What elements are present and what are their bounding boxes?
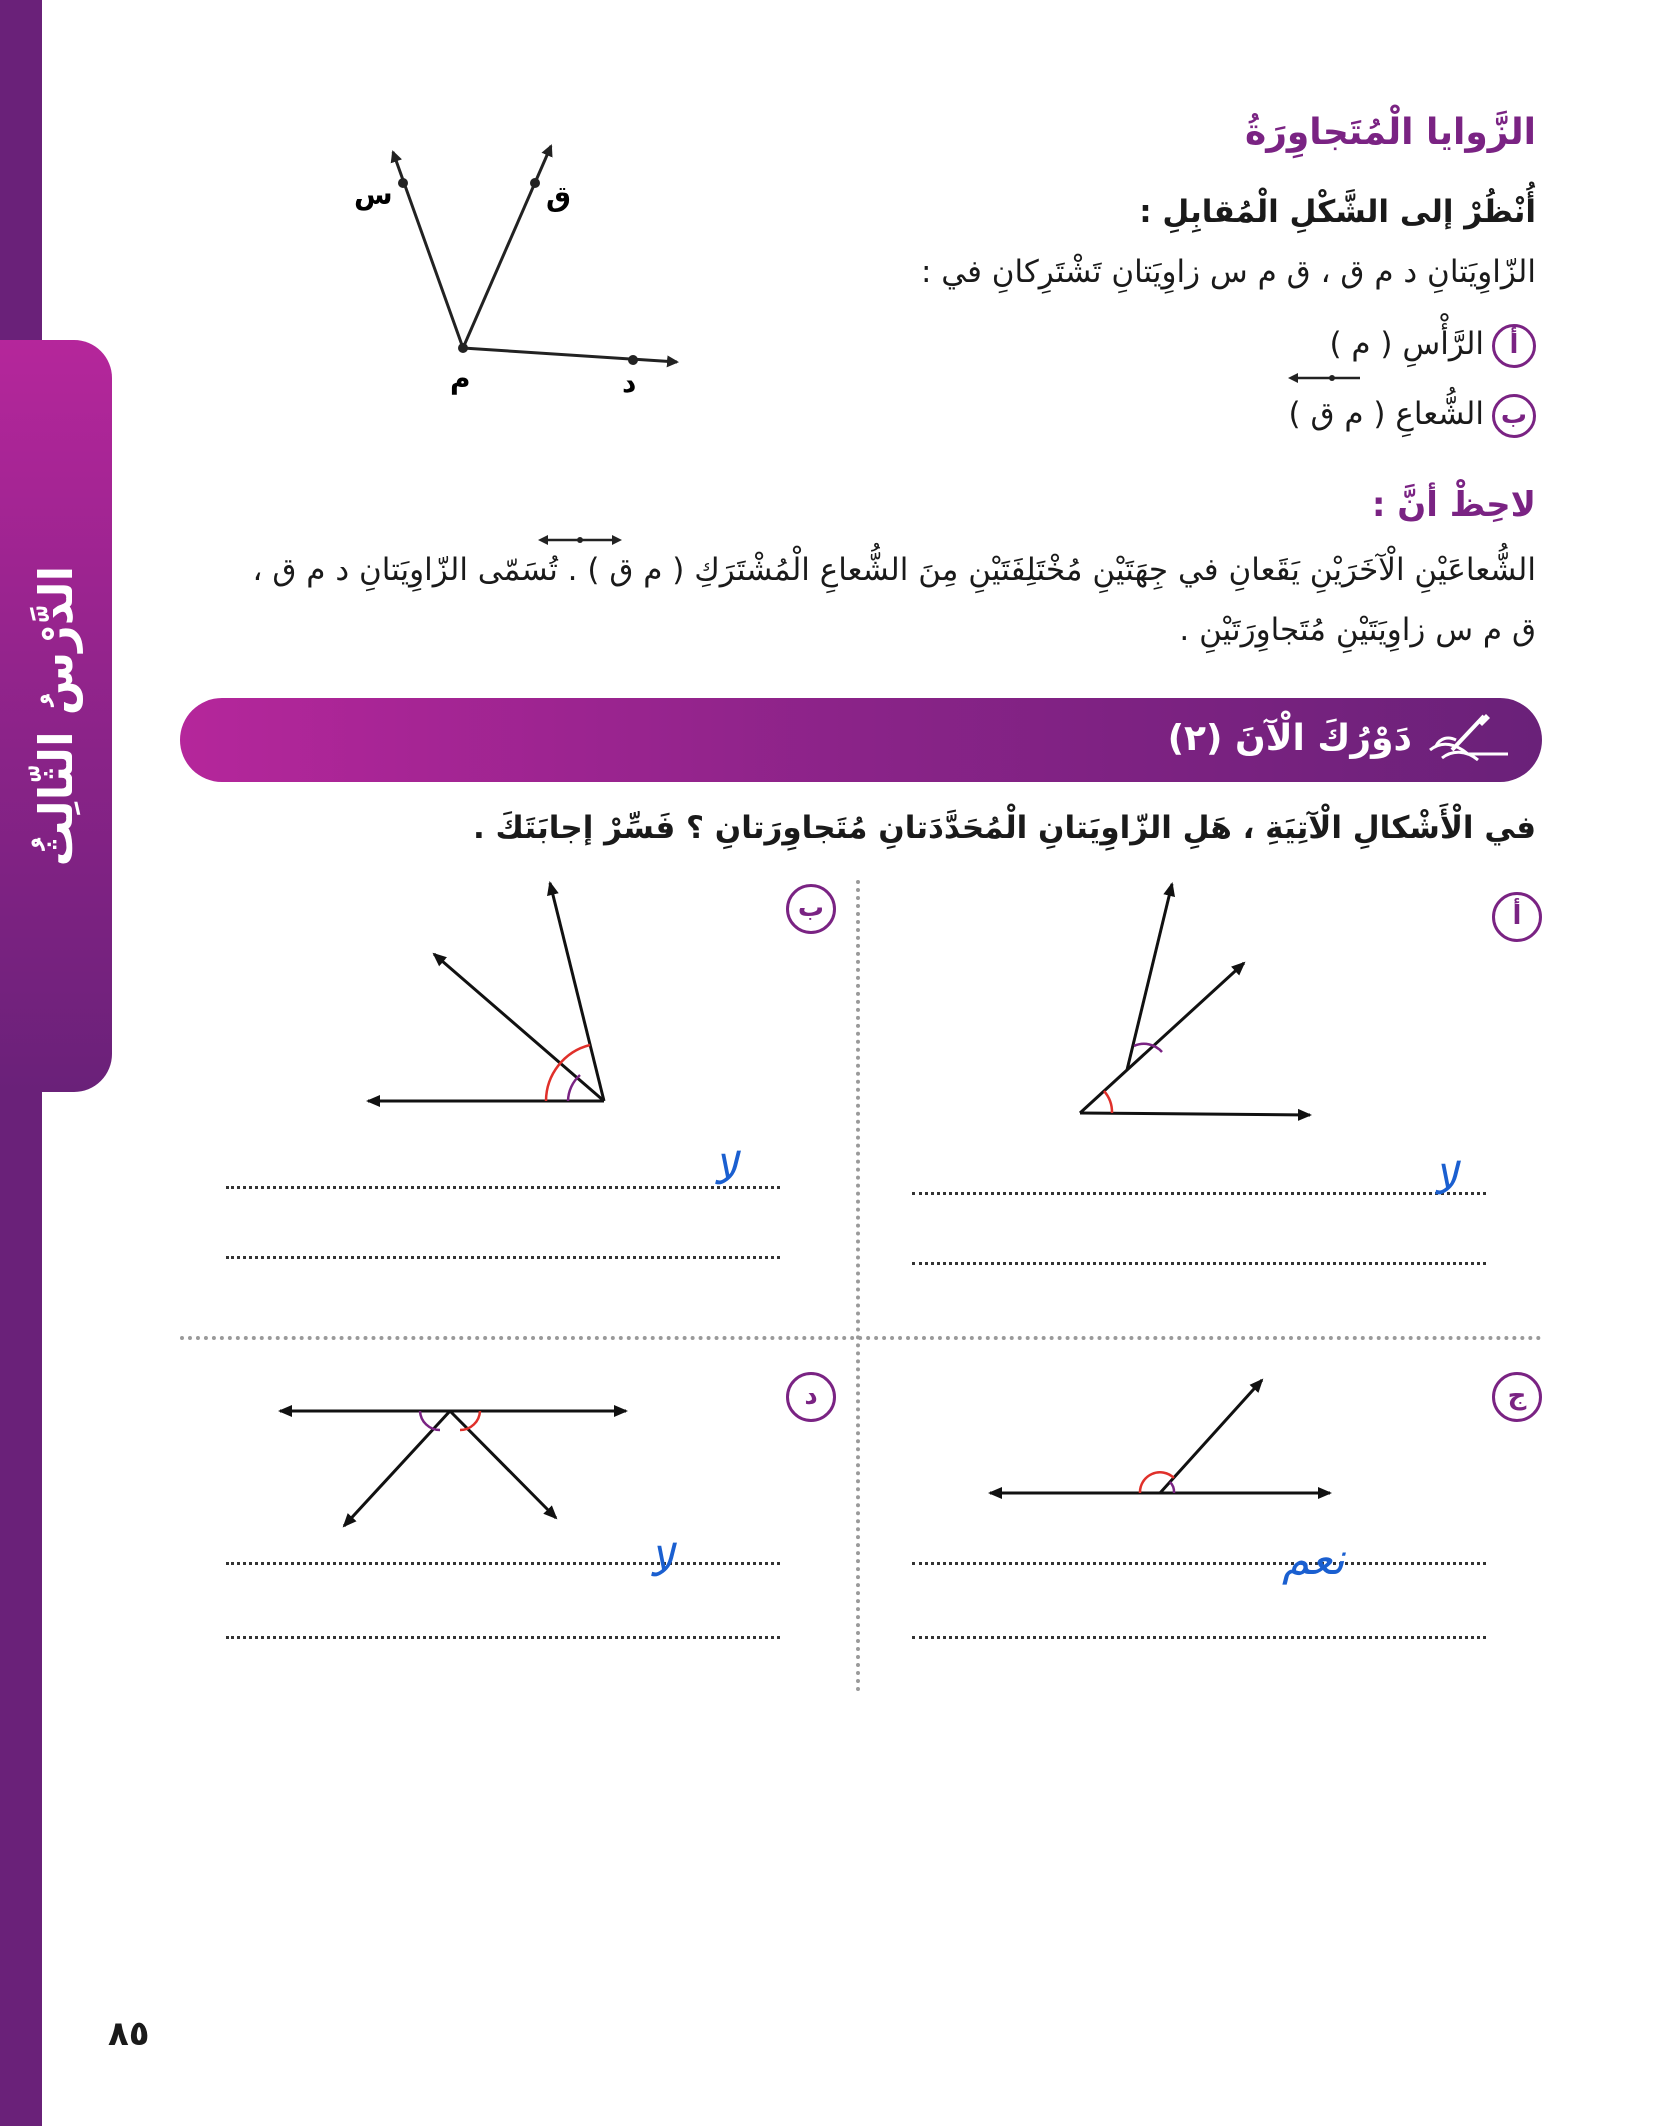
note-title: لاحِظْ أنَّ : <box>1371 485 1536 525</box>
figure-a <box>1080 884 1310 1115</box>
label-d: د <box>622 366 637 399</box>
answer-line-a-2[interactable] <box>912 1262 1486 1265</box>
answer-line-c-2[interactable] <box>912 1636 1486 1639</box>
item-c-label: ج <box>1492 1372 1542 1422</box>
exercise-question: في الْأَشْكالِ الْآتِيَةِ ، هَلِ الزّاوِيَتانِ الْمُحَدَّدَتانِ مُتَجاوِرَتانِ ؟ فَسِّرْ إجابَتَكَ . <box>472 810 1536 846</box>
option-b-letter: ب <box>1492 394 1536 438</box>
note-line-1: الشُّعاعَيْنِ الْآخَرَيْنِ يَقَعانِ في جِهَتَيْنِ مُخْتَلِفَتَيْنِ مِنَ الشُّعاعِ الْمُشْتَرَكِ ( م ق ) . تُسَمّى الزّاوِيَتانِ د م ق ، <box>252 552 1536 588</box>
option-b-text: الشُّعاعِ ( م ق ) <box>1288 396 1484 432</box>
answer-line-b-2[interactable] <box>226 1256 780 1259</box>
banner-title: دَوْرُكَ الْآنَ (٢) <box>1167 718 1412 759</box>
answer-d-handwritten: لا <box>648 1536 674 1587</box>
section-title: الزَّوايا الْمُتَجاوِرَةُ <box>1244 112 1536 153</box>
label-q: ق <box>546 180 572 213</box>
item-a-label: أ <box>1492 892 1542 942</box>
answer-line-d-2[interactable] <box>226 1636 780 1639</box>
answer-b-handwritten: لا <box>712 1144 738 1195</box>
figure-d <box>280 1411 626 1526</box>
page-number: ٨٥ <box>108 2014 150 2054</box>
option-a-letter: أ <box>1492 324 1536 368</box>
answer-a-handwritten: لا <box>1432 1154 1458 1205</box>
label-m: م <box>450 362 471 395</box>
answer-line-c-1[interactable] <box>912 1562 1486 1565</box>
shared-statement: الزّاوِيَتانِ د م ق ، ق م س زاوِيَتانِ تَشْتَرِكانِ في : <box>920 254 1536 290</box>
angle-d-arc-red <box>460 1411 480 1430</box>
figure-b <box>368 883 604 1101</box>
note-line-2: ق م س زاوِيَتَيْنِ مُتَجاوِرَتَيْنِ . <box>1179 612 1536 648</box>
answer-line-d-1[interactable] <box>226 1562 780 1565</box>
figure-c <box>990 1380 1330 1493</box>
item-b-label: ب <box>786 884 836 934</box>
answer-line-b-1[interactable] <box>226 1186 780 1189</box>
answer-line-a-1[interactable] <box>912 1192 1486 1195</box>
answer-c-handwritten: نعم <box>1282 1534 1345 1585</box>
option-a-text: الرَّأْسِ ( م ) <box>1329 326 1484 362</box>
lesson-label: الدَّرْسُ الثّالِثُ <box>29 565 83 867</box>
angle-a-arc-red <box>1104 1091 1112 1113</box>
angle-c-arc-purple <box>1170 1482 1174 1493</box>
item-d-label: د <box>786 1372 836 1422</box>
label-s: س <box>354 178 393 211</box>
look-prompt: أُنْظُرْ إلى الشَّكْلِ الْمُقابِلِ : <box>1139 194 1536 230</box>
